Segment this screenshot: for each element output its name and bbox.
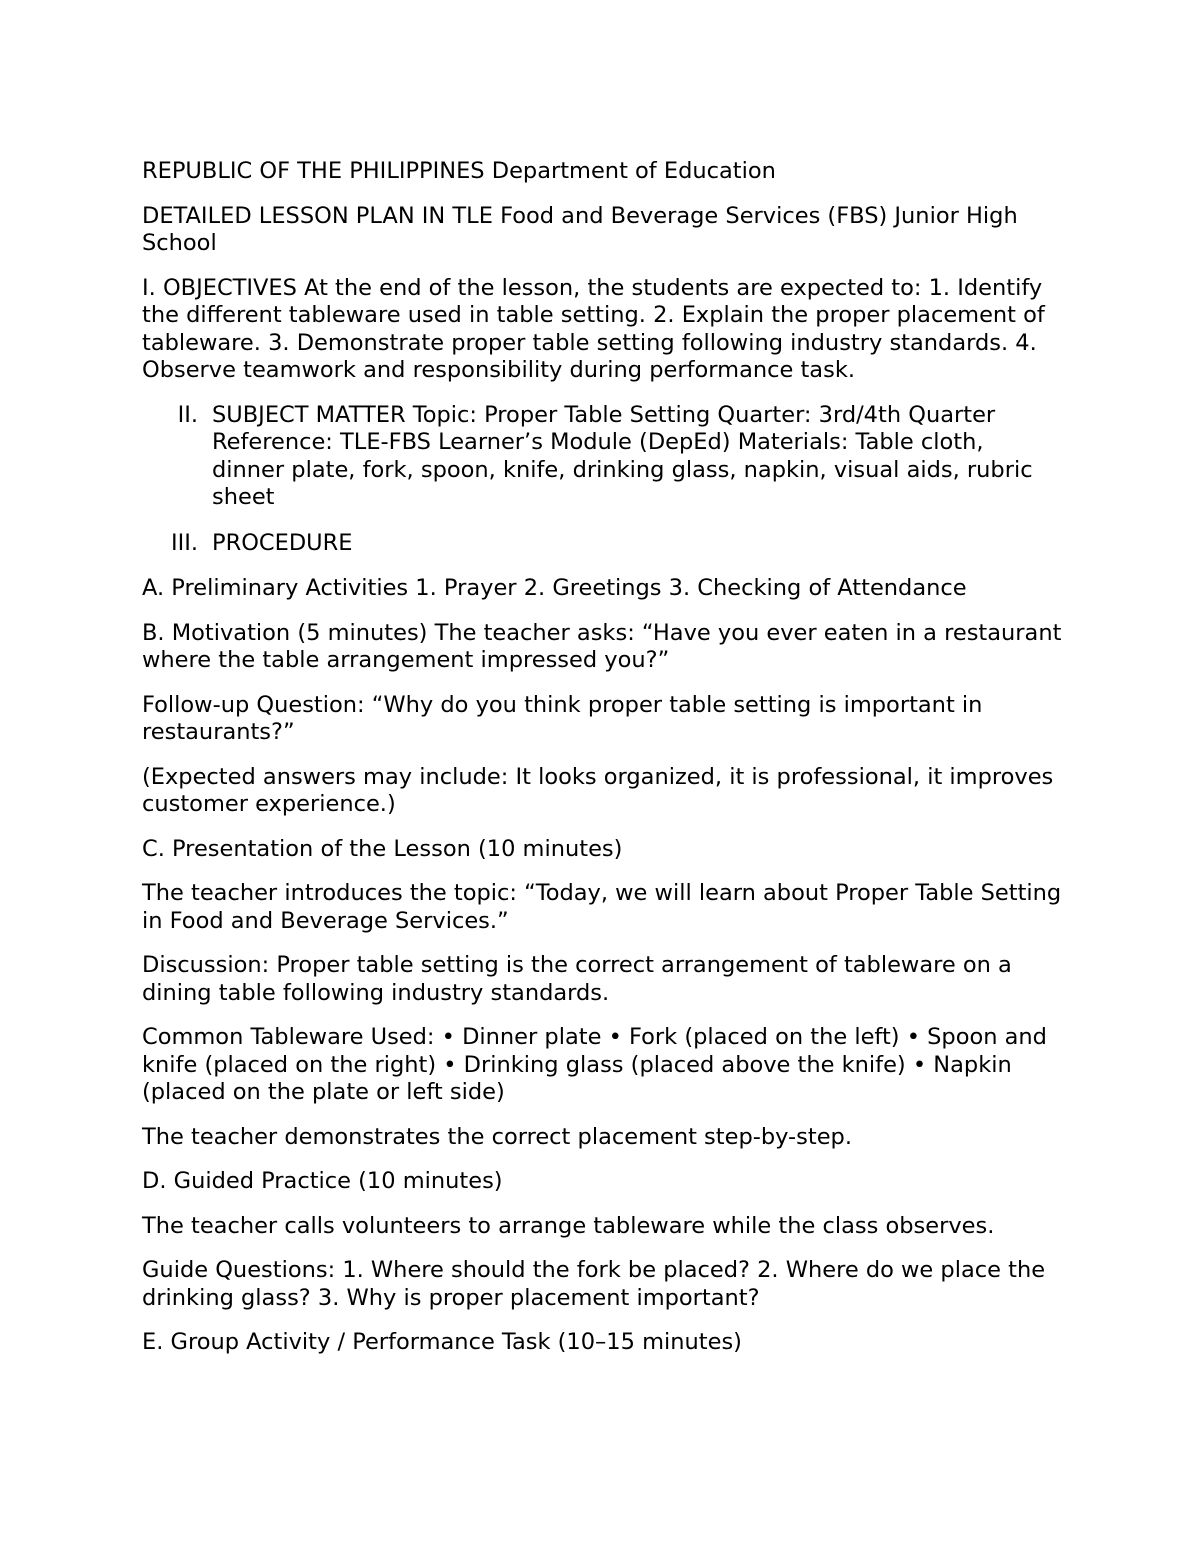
volunteers-paragraph: The teacher calls volunteers to arrange tableware while the class observes. (142, 1212, 995, 1239)
subject-matter-text: SUBJECT MATTER Topic: Proper Table Setting Quarter: 3rd/4th Quarter Reference: TLE-FBS Learner’s Module (DepEd) Materials: Table cloth, dinner plate, fork, spoon, knife, drinking glass, napkin, visual aids, rubric sheet (212, 401, 1033, 510)
discussion-paragraph: Discussion: Proper table setting is the correct arrangement of tableware on a dining table following industry standards. (142, 952, 1012, 1006)
procedure-number: III. (170, 529, 198, 556)
subject-matter-number: II. (177, 401, 198, 428)
preliminary-activities: A. Preliminary Activities 1. Prayer 2. Greetings 3. Checking of Attendance (142, 575, 967, 601)
demonstrates-paragraph: The teacher demonstrates the correct placement step-by-step. (142, 1123, 852, 1150)
document-page (142, 158, 1062, 1374)
introduces-paragraph: The teacher introduces the topic: “Today, we will learn about Proper Table Setting in Food and Beverage Services.” (142, 880, 1062, 934)
document-header: REPUBLIC OF THE PHILIPPINES Department of Education (142, 158, 776, 184)
document-title: DETAILED LESSON PLAN IN TLE Food and Beverage Services (FBS) Junior High School (142, 202, 1018, 256)
procedure-text: PROCEDURE (212, 529, 353, 556)
objectives-paragraph: I. OBJECTIVES At the end of the lesson, the students are expected to: 1. Identify the different tableware used in table setting. 2. Explain the proper placement of tableware. 3. Demonstrate proper table setting following industry standards. 4. Observe teamwork and responsibility during performance task. (142, 274, 1045, 383)
presentation-heading: C. Presentation of the Lesson (10 minutes) (142, 835, 623, 862)
tableware-paragraph: Common Tableware Used: • Dinner plate • Fork (placed on the left) • Spoon and knife (placed on the right) • Drinking glass (placed above the knife) • Napkin (placed on the plate or left side) (142, 1024, 1047, 1105)
followup-question: Follow-up Question: “Why do you think proper table setting is important in restaurants?” (142, 691, 983, 745)
guide-questions-paragraph: Guide Questions: 1. Where should the fork be placed? 2. Where do we place the drinking glass? 3. Why is proper placement important? (142, 1257, 1046, 1311)
motivation-paragraph: B. Motivation (5 minutes) The teacher asks: “Have you ever eaten in a restaurant where the table arrangement impressed you?” (142, 619, 1062, 673)
group-activity-heading: E. Group Activity / Performance Task (10–15 minutes) (142, 1329, 742, 1355)
procedure-item (142, 530, 1062, 558)
guided-practice-heading: D. Guided Practice (10 minutes) (142, 1168, 503, 1194)
subject-matter-item (142, 402, 1062, 512)
expected-answers: (Expected answers may include: It looks organized, it is professional, it improves customer experience.) (142, 763, 1054, 817)
